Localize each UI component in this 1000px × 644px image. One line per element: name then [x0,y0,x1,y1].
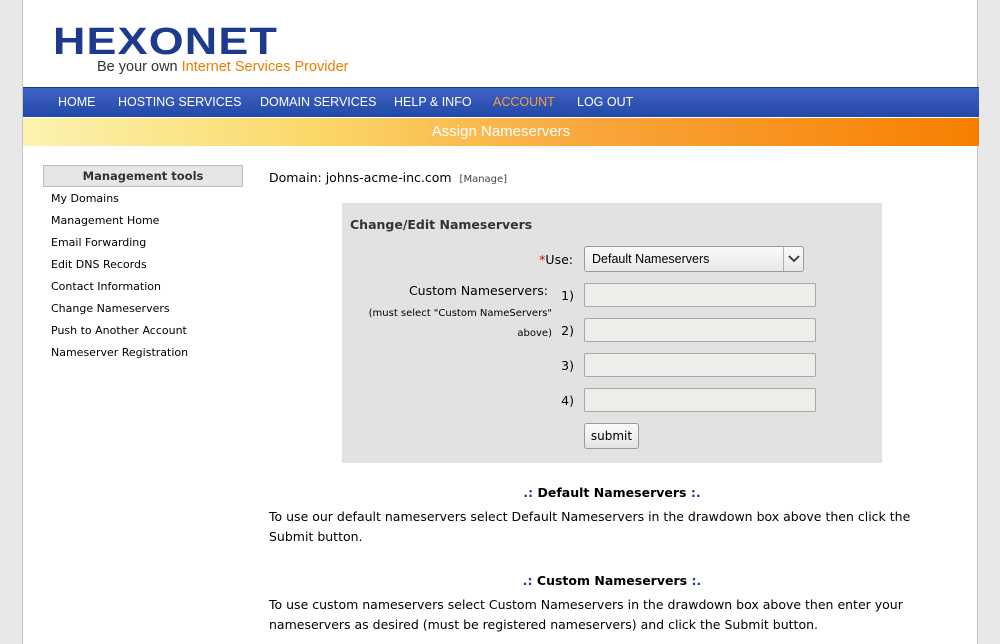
submit-button[interactable]: submit [584,423,639,449]
use-label [539,252,573,267]
sidebar-item-edit-dns-records[interactable]: Edit DNS Records [51,258,147,271]
nav-log-out[interactable]: LOG OUT [577,95,634,109]
page-container [22,0,978,644]
custom-nameservers-label: Custom Nameservers: [408,283,548,298]
default-nameservers-heading [269,485,955,500]
nav-account[interactable]: ACCOUNT [493,95,555,109]
sidebar-item-change-nameservers[interactable]: Change Nameservers [51,302,170,315]
manage-bracket-close: ] [503,174,508,185]
custom-hint-line2: above) [517,328,552,339]
sidebar-item-my-domains[interactable]: My Domains [51,192,119,205]
ornament-right: :. [691,573,702,588]
sidebar-item-nameserver-registration[interactable]: Nameserver Registration [51,346,189,359]
custom-nameservers-hint [346,304,552,344]
manage-link-wrapper [460,174,508,185]
sidebar-item-email-forwarding[interactable]: Email Forwarding [51,236,147,249]
sidebar-item-management-home[interactable]: Management Home [51,214,160,227]
ns-number-3: 3) [561,358,574,373]
custom-hint-line1: (must select "Custom NameServers" [368,308,552,319]
form-title: Change/Edit Nameservers [350,217,533,232]
nameserver-input-2[interactable] [584,318,816,342]
domain-line [269,170,507,185]
nav-hosting-services[interactable]: HOSTING SERVICES [118,95,242,109]
domain-name: johns-acme-inc.com [325,170,452,185]
default-nameservers-title: Default Nameservers [537,485,687,500]
sidebar-heading: Management tools [43,165,243,187]
nav-home[interactable]: HOME [58,95,96,109]
ornament-right: :. [690,485,701,500]
logo-tagline [97,59,348,75]
logo-tagline-prefix: Be your own [97,59,182,75]
use-select-value: Default Nameservers [592,252,710,266]
logo-tagline-accent: Internet Services Provider [181,59,349,75]
ns-number-4: 4) [561,393,574,408]
hexonet-logo[interactable] [53,21,355,78]
management-sidebar [43,165,243,363]
ns-number-2: 2) [561,323,574,338]
required-mark: * [539,252,546,267]
nameserver-input-4[interactable] [584,388,816,412]
logo-wordmark: HEXONET [53,21,279,63]
nameserver-input-1[interactable] [584,283,816,307]
manage-bracket-open: [ [459,174,464,185]
chevron-down-icon[interactable] [783,247,803,271]
manage-link[interactable]: Manage [463,174,504,185]
ornament-left: .: [523,485,534,500]
page-banner [23,118,979,146]
ns-number-1: 1) [561,288,574,303]
custom-nameservers-text: To use custom nameservers select Custom Nameservers in the drawdown box above then enter your nameservers as desired (must be registered nameservers) and click the Submit button. [269,597,903,632]
nameserver-input-3[interactable] [584,353,816,377]
use-select[interactable] [584,246,804,272]
main-nav [23,87,979,117]
custom-nameservers-heading [269,573,955,588]
sidebar-item-contact-information[interactable]: Contact Information [51,280,161,293]
nav-domain-services[interactable]: DOMAIN SERVICES [260,95,377,109]
page-title: Assign Nameservers [431,123,571,140]
sidebar-item-push-to-another-account[interactable]: Push to Another Account [51,324,187,337]
default-nameservers-text: To use our default nameservers select Default Nameservers in the drawdown box above then click the Submit button. [269,509,911,544]
nameserver-form [342,203,882,463]
ornament-left: .: [522,573,533,588]
domain-label: Domain: [269,170,322,185]
custom-nameservers-title: Custom Nameservers [536,573,688,588]
use-label-text: Use: [545,252,573,267]
nav-help-info[interactable]: HELP & INFO [394,95,472,109]
